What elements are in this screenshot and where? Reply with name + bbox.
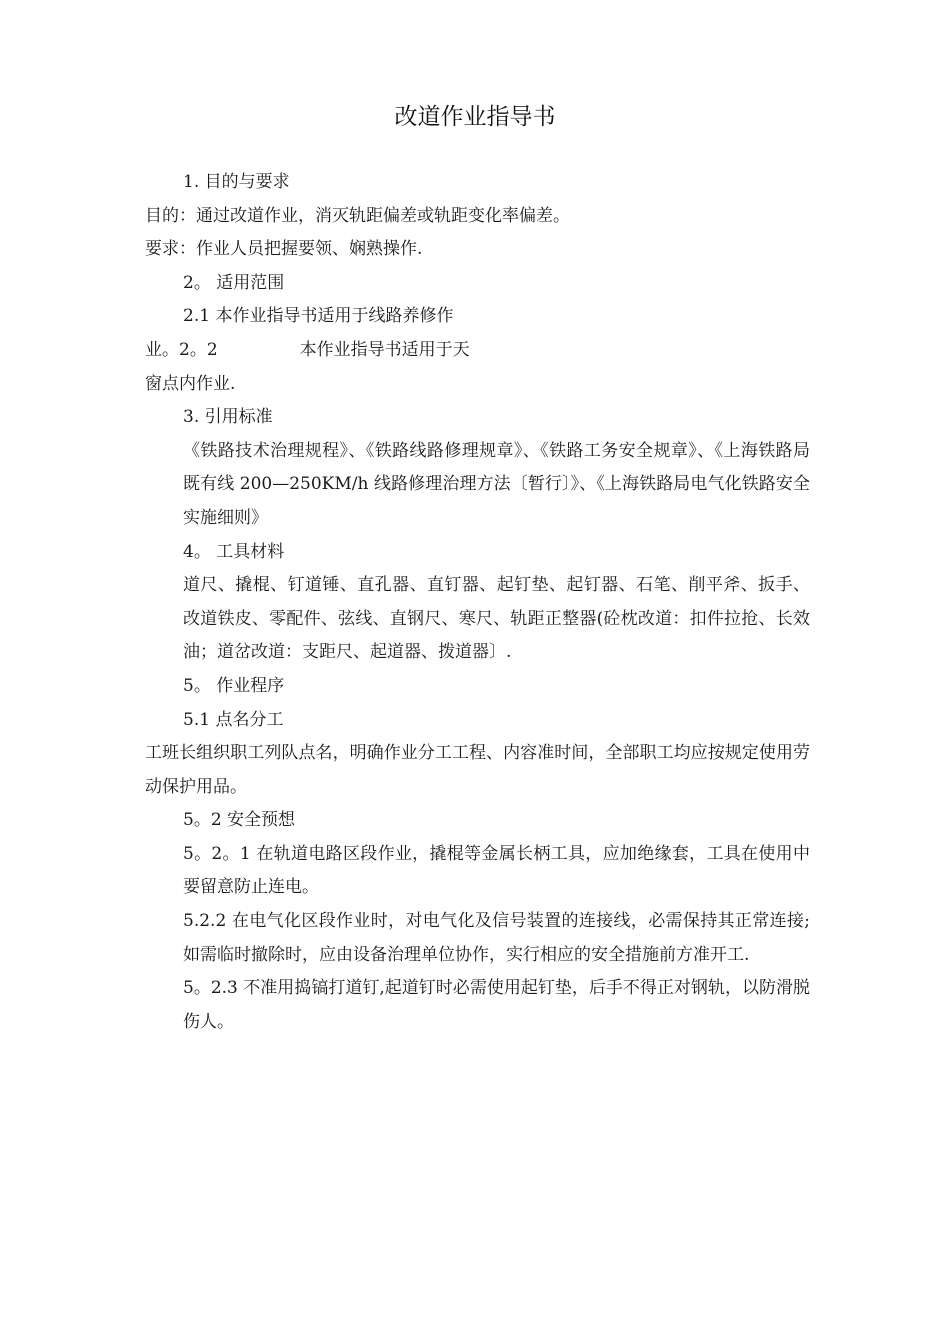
section-heading-tools: 4。 工具材料 [183,541,285,562]
requirement-text: 要求：作业人员把握要领、娴熟操作. [145,239,423,260]
subsection-safety: 5。2 安全预想 [183,810,296,831]
standards-text: 《铁路技术治理规程》、《铁路线路修理规章》、《铁路工务安全规章》、《上海铁路局既有线 200—250KM/h 线路修理治理方法〔暂行〕》、《上海铁路局电气化铁路安全实施细则》 [183,440,810,528]
safety-item-5-2-2: 5.2.2 在电气化区段作业时，对电气化及信号装置的连接线，必需保持其正常连接;如需临时撤除时，应由设备治理单位协作，实行相应的安全措施前方准开工. [183,911,810,965]
scope-item-2-1-continuation [145,334,810,368]
section-heading-procedure: 5。 作业程序 [183,675,285,696]
scope-item-2-2: 本作业指导书适用于天 [299,339,470,360]
section-heading-purpose: 1. 目的与要求 [183,172,290,192]
purpose-text: 目的：通过改道作业，消灭轨距偏差或轨距变化率偏差。 [145,205,570,226]
section-heading-standards: 3. 引用标准 [183,407,273,428]
document-title: 改道作业指导书 [394,104,556,130]
document-body [145,166,810,1039]
safety-item-5-2-1: 5。2。1 在轨道电路区段作业，撬棍等金属长柄工具，应加绝缘套，工具在使用中要留意防止连电。 [183,843,810,898]
tools-text: 道尺、撬棍、钉道锤、直孔器、直钉器、起钉垫、起钉器、石笔、削平斧、扳手、改道铁皮、零配件、弦线、直钢尺、寒尺、轨距正整器(砼枕改道：扣件拉抢、长效油；道岔改道：支距尺、起道器、拨道器〕. [183,575,810,663]
scope-item-2-2-continuation: 窗点内作业. [145,373,236,394]
section-heading-scope: 2。 适用范围 [183,272,285,293]
roll-call-text: 工班长组织职工列队点名，明确作业分工工程、内容准时间，全部职工均应按规定使用劳动保护用品。 [145,743,810,797]
scope-item-2-1: 2.1 本作业指导书适用于线路养修作 [183,306,454,327]
safety-item-5-2-3: 5。2.3 不准用捣镐打道钉,起道钉时必需使用起钉垫，后手不得正对钢轨，以防滑脱伤人。 [183,978,810,1032]
scope-item-2-1-tail: 业。2。2 [145,339,218,360]
subsection-roll-call: 5.1 点名分工 [183,709,284,730]
